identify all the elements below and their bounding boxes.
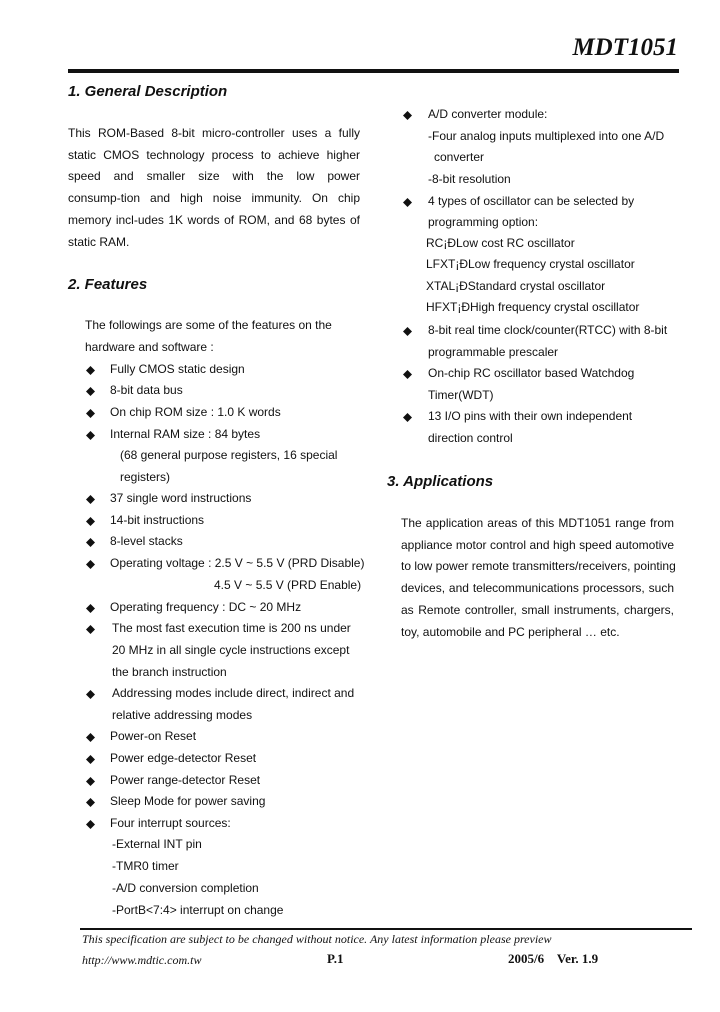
- feature-item: 14-bit instructions: [110, 513, 205, 527]
- features-intro-1: The followings are some of the features on the: [85, 318, 332, 332]
- general-line-3: speed and smaller size with the low power: [68, 169, 360, 184]
- page-number: P.1: [327, 951, 344, 966]
- features-intro-2: hardware and software :: [85, 340, 214, 354]
- app-line-1: The application areas of this MDT1051 range from: [401, 516, 674, 530]
- app-line-2: appliance motor control and high speed automotive: [401, 537, 674, 552]
- bullet-diamond-icon: [86, 538, 95, 547]
- bullet-diamond-icon: [86, 560, 95, 569]
- general-line-2: static CMOS technology process to achieve higher: [68, 147, 360, 162]
- feature-item: registers): [120, 470, 171, 484]
- feature-item: Operating frequency : DC ~ 20 MHz: [110, 600, 302, 614]
- general-line-4: consump-tion and high noise immunity. On chip: [68, 191, 360, 206]
- bullet-diamond-icon: [86, 409, 95, 418]
- app-line-6: toy, automobile and PC peripheral … etc.: [401, 624, 620, 639]
- bullet-diamond-icon: [403, 413, 412, 422]
- feature-item: Sleep Mode for power saving: [110, 794, 266, 808]
- bullet-diamond-icon: [86, 733, 95, 742]
- bullet-diamond-icon: [86, 366, 95, 375]
- feature-item-right: direction control: [428, 431, 513, 445]
- feature-item-right: -Four analog inputs multiplexed into one A/D: [428, 129, 665, 143]
- feature-item-right: 4 types of oscillator can be selected by: [428, 194, 635, 208]
- bullet-diamond-icon: [86, 820, 95, 829]
- feature-item-right: On-chip RC oscillator based Watchdog: [428, 366, 635, 380]
- feature-item: 20 MHz in all single cycle instructions except: [112, 643, 350, 657]
- feature-item: the branch instruction: [112, 665, 227, 679]
- feature-item-right: RC¡ÐLow cost RC oscillator: [426, 236, 575, 250]
- footer-url[interactable]: http://www.mdtic.com.tw: [82, 953, 202, 967]
- feature-item-right: XTAL¡ÐStandard crystal oscillator: [426, 279, 606, 293]
- bullet-diamond-icon: [86, 755, 95, 764]
- feature-item-right: programming option:: [428, 215, 539, 229]
- feature-item-right: LFXT¡ÐLow frequency crystal oscillator: [426, 257, 635, 271]
- feature-item: 8-bit data bus: [110, 383, 183, 397]
- app-line-5: as Remote controller, small instruments, chargers,: [401, 602, 674, 617]
- footer-rule: [80, 928, 692, 930]
- general-line-1: This ROM-Based 8-bit micro-controller uses a fully: [68, 126, 360, 140]
- bullet-diamond-icon: [86, 604, 95, 613]
- feature-item: 4.5 V ~ 5.5 V (PRD Enable): [214, 578, 362, 592]
- header-rule: [68, 69, 679, 73]
- applications-paragraph: [401, 513, 674, 643]
- feature-item-right: 13 I/O pins with their own independent: [428, 409, 633, 423]
- feature-item: Power range-detector Reset: [110, 773, 261, 787]
- feature-item: On chip ROM size : 1.0 K words: [110, 405, 281, 419]
- feature-item: relative addressing modes: [112, 708, 253, 722]
- feature-item-right: -8-bit resolution: [428, 172, 511, 186]
- feature-item: -A/D conversion completion: [112, 881, 259, 895]
- bullet-diamond-icon: [403, 370, 412, 379]
- feature-item: Four interrupt sources:: [110, 816, 231, 830]
- feature-item-right: 8-bit real time clock/counter(RTCC) with 8-bit: [428, 323, 668, 337]
- feature-item-right: A/D converter module:: [428, 107, 548, 121]
- bullet-diamond-icon: [403, 198, 412, 207]
- feature-item: (68 general purpose registers, 16 special: [120, 448, 338, 462]
- feature-item-right: Timer(WDT): [428, 388, 494, 402]
- bullet-diamond-icon: [86, 517, 95, 526]
- bullet-diamond-icon: [86, 690, 95, 699]
- feature-item: Internal RAM size : 84 bytes: [110, 427, 261, 441]
- bullet-diamond-icon: [86, 495, 95, 504]
- feature-item: -PortB<7:4> interrupt on change: [112, 903, 284, 917]
- feature-item: Power-on Reset: [110, 729, 197, 743]
- bullet-diamond-icon: [86, 387, 95, 396]
- document-title: MDT1051: [572, 34, 678, 61]
- general-line-5: memory incl-udes 1K words of ROM, and 68 bytes of: [68, 212, 360, 227]
- feature-item: 8-level stacks: [110, 534, 183, 548]
- general-line-6: static RAM.: [68, 234, 130, 249]
- features-heading: 2. Features: [68, 276, 148, 293]
- app-line-4: devices, and telecommunications processors, such: [401, 581, 674, 596]
- bullet-diamond-icon: [86, 777, 95, 786]
- feature-item-right: converter: [434, 150, 485, 164]
- feature-item-right: programmable prescaler: [428, 345, 559, 359]
- bullet-diamond-icon: [86, 625, 95, 634]
- bullet-diamond-icon: [86, 798, 95, 807]
- applications-heading: 3. Applications: [387, 473, 494, 490]
- feature-item: Operating voltage : 2.5 V ~ 5.5 V (PRD Disable): [110, 556, 365, 570]
- footer-notice: This specification are subject to be changed without notice. Any latest information please preview: [82, 932, 552, 946]
- bullet-diamond-icon: [403, 111, 412, 120]
- general-description-heading: 1. General Description: [68, 83, 228, 100]
- general-description-paragraph: [68, 123, 360, 253]
- feature-item: -External INT pin: [112, 837, 202, 851]
- feature-item: Fully CMOS static design: [110, 362, 245, 376]
- bullet-diamond-icon: [86, 431, 95, 440]
- feature-item-right: HFXT¡ÐHigh frequency crystal oscillator: [426, 300, 640, 314]
- version-date: 2005/6 Ver. 1.9: [508, 951, 599, 966]
- feature-item: Power edge-detector Reset: [110, 751, 257, 765]
- app-line-3: to low power remote transmitters/receivers, pointing: [401, 559, 676, 574]
- feature-item: -TMR0 timer: [112, 859, 179, 873]
- feature-item: Addressing modes include direct, indirect and: [112, 686, 355, 700]
- bullet-diamond-icon: [403, 327, 412, 336]
- feature-item: 37 single word instructions: [110, 491, 252, 505]
- feature-item: The most fast execution time is 200 ns under: [112, 621, 351, 635]
